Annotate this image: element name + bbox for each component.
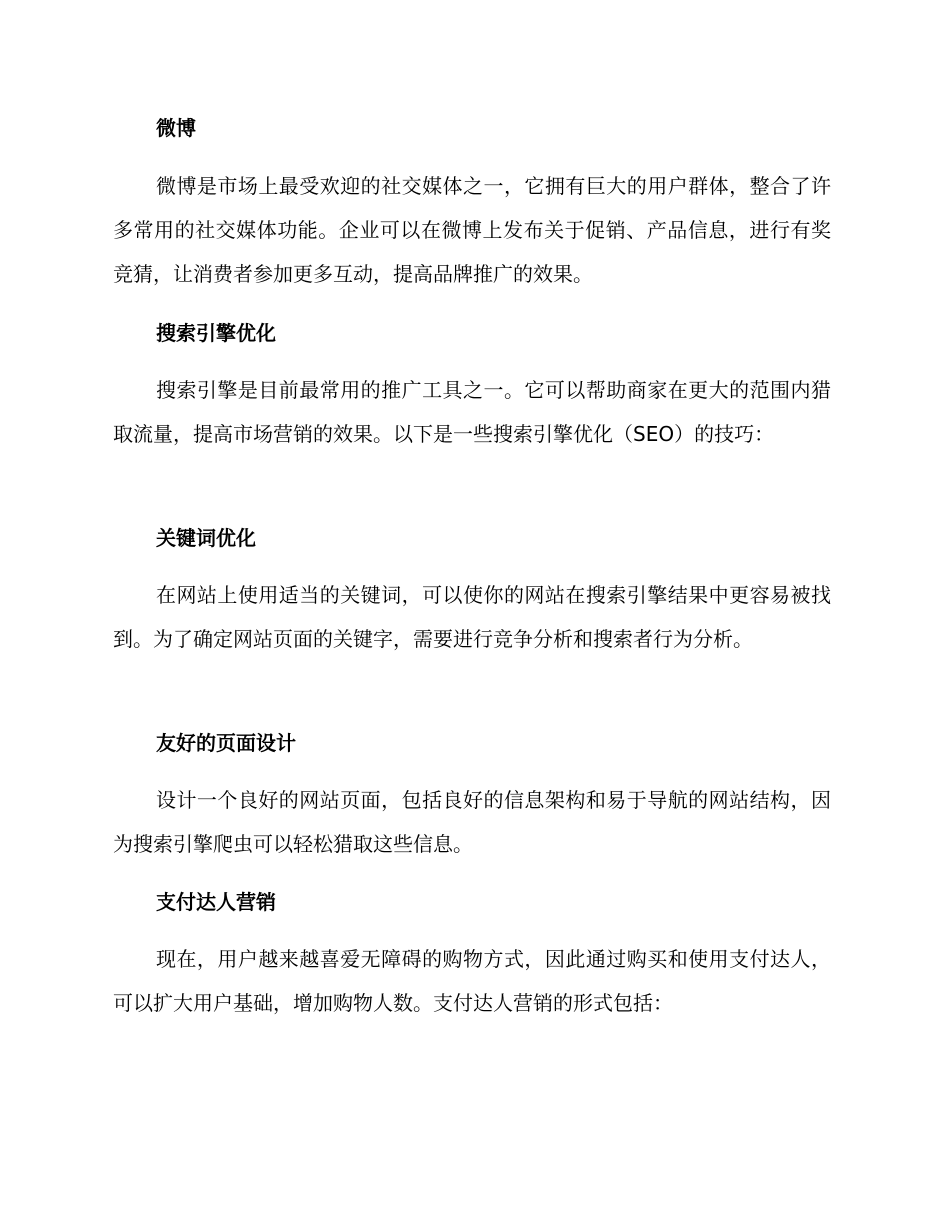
section-heading-payment-influencer-marketing: 支付达人营销 — [156, 890, 276, 914]
section-heading-seo: 搜索引擎优化 — [156, 321, 276, 345]
section-heading-weibo: 微博 — [156, 116, 196, 140]
section-paragraph-seo: 搜索引擎是目前最常用的推广工具之一。它可以帮助商家在更大的范围内猎取流量，提高市场营销的效果。以下是一些搜索引擎优化（SEO）的技巧： — [113, 378, 831, 446]
section-paragraph-friendly-page-design: 设计一个良好的网站页面，包括良好的信息架构和易于导航的网站结构，因为搜索引擎爬虫可以轻松猎取这些信息。 — [113, 788, 831, 856]
section-heading-friendly-page-design: 友好的页面设计 — [156, 731, 296, 755]
section-heading-keyword-optimization: 关键词优化 — [156, 526, 256, 550]
section-paragraph-keyword-optimization: 在网站上使用适当的关键词，可以使你的网站在搜索引擎结果中更容易被找到。为了确定网站页面的关键字，需要进行竞争分析和搜索者行为分析。 — [113, 583, 831, 651]
section-paragraph-weibo: 微博是市场上最受欢迎的社交媒体之一，它拥有巨大的用户群体，整合了许多常用的社交媒体功能。企业可以在微博上发布关于促销、产品信息，进行有奖竞猜，让消费者参加更多互动，提高品牌推广的效果。 — [113, 174, 831, 286]
section-paragraph-payment-influencer-marketing: 现在，用户越来越喜爱无障碍的购物方式，因此通过购买和使用支付达人，可以扩大用户基础，增加购物人数。支付达人营销的形式包括： — [113, 947, 831, 1015]
